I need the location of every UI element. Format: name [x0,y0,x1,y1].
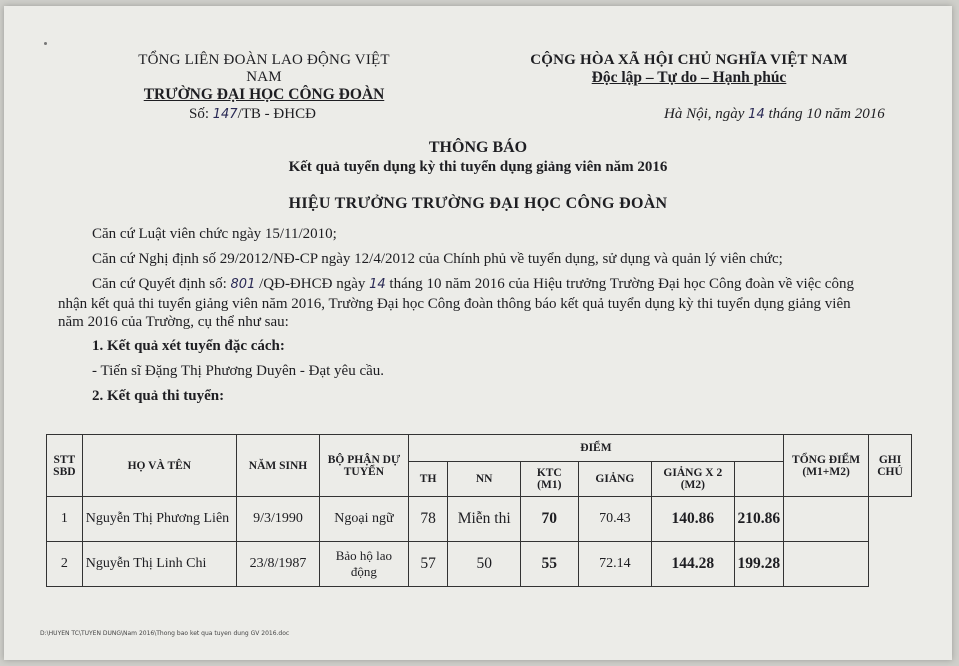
col-nn: NN [448,462,520,497]
col-birth: NĂM SINH [236,435,319,497]
document-sheet [4,6,952,660]
decision-text-a: Căn cứ Quyết định số: [92,276,231,292]
decision-text-b: /QĐ-ĐHCĐ ngày [255,276,370,292]
cell-note [784,497,869,542]
motto: Độc lập – Tự do – Hạnh phúc [591,69,787,86]
section1-item: - Tiến sĩ Đặng Thị Phương Duyên - Đạt yêu cầu. [92,363,385,379]
cell-nn: Miễn thi [448,497,520,542]
decision-number-handwritten: 801 [230,277,256,292]
nation-name: CỘNG HÒA XÃ HỘI CHỦ NGHĨA VIỆT NAM [530,52,848,68]
cell-giang: 72.14 [578,542,651,587]
col-dept: BỘ PHẬN DỰ TUYỂN [320,435,409,497]
cell-ktc: 55 [520,542,578,587]
cell-total: 210.86 [734,497,784,542]
cell-birth: 9/3/1990 [236,497,319,542]
col-score-group: ĐIỂM [408,435,783,462]
col-stt: STT SBD [47,435,83,497]
col-note: GHI CHÚ [869,435,912,497]
punch-dot [44,42,47,45]
col-name: HỌ VÀ TÊN [82,435,236,497]
decision-text-c: tháng 10 năm 2016 của Hiệu trưởng Trường Đại học Công đoàn về việc công [385,276,854,292]
number-suffix: /TB - ĐHCĐ [237,106,316,122]
table-header-row [47,435,912,462]
section1-heading: 1. Kết quả xét tuyển đặc cách: [92,338,285,354]
document-number [189,106,316,123]
table-row [47,497,912,542]
paragraph-decision [92,274,892,295]
authority-heading: HIỆU TRƯỞNG TRƯỜNG ĐẠI HỌC CÔNG ĐOÀN [288,195,668,212]
cell-nn: 50 [448,542,520,587]
cell-ktc: 70 [520,497,578,542]
header-left [124,52,404,104]
cell-note [784,542,869,587]
place-prefix: Hà Nội, ngày [664,106,749,122]
cell-dept: Bảo hộ lao động [320,542,409,587]
section2-heading: 2. Kết quả thi tuyển: [92,388,225,404]
paragraph-decision-line2: nhận kết quả thi tuyển giảng viên năm 2016, Trường Đại học Công đoàn thông báo kết quả tuyển dụng kỳ thi tuyển dụng giảng viên [58,296,851,312]
school-name: TRƯỜNG ĐẠI HỌC CÔNG ĐOÀN [143,86,385,103]
number-handwritten: 147 [212,107,238,122]
cell-name: Nguyễn Thị Linh Chi [82,542,236,587]
cell-th: 57 [408,542,448,587]
file-path-footer: D:\HUYEN TC\TUYEN DUNG\Nam 2016\Thong bao ket qua tuyen dung GV 2016.doc [40,630,290,637]
paragraph-decision-line3: năm 2016 của Trường, cụ thể như sau: [58,314,289,330]
header-right [524,52,854,87]
cell-total: 199.28 [734,542,784,587]
paragraph-decree: Căn cứ Nghị định số 29/2012/NĐ-CP ngày 12/4/2012 của Chính phủ về tuyển dụng, sử dụng và quản lý viên chức; [92,251,783,267]
col-giangx2: GIẢNG X 2 (M2) [652,462,734,497]
number-prefix: Số: [189,106,213,122]
col-ktc: KTC (M1) [520,462,578,497]
cell-stt: 1 [47,497,83,542]
place-date [664,106,885,123]
cell-giang: 70.43 [578,497,651,542]
col-th: TH [408,462,448,497]
cell-dept: Ngoại ngữ [320,497,409,542]
cell-giangx2: 144.28 [652,542,734,587]
results-table [46,434,912,587]
paragraph-law: Căn cứ Luật viên chức ngày 15/11/2010; [92,226,337,242]
col-giang: GIẢNG [578,462,651,497]
cell-stt: 2 [47,542,83,587]
cell-name: Nguyễn Thị Phương Liên [82,497,236,542]
cell-birth: 23/8/1987 [236,542,319,587]
document-title: THÔNG BÁO [428,139,528,156]
decision-day-handwritten: 14 [369,277,386,292]
col-total: TỔNG ĐIỂM (M1+M2) [784,435,869,497]
date-rest: tháng 10 năm 2016 [764,106,885,122]
table-row [47,542,912,587]
cell-giangx2: 140.86 [652,497,734,542]
org-name: TỔNG LIÊN ĐOÀN LAO ĐỘNG VIỆT NAM [138,52,390,85]
document-subtitle: Kết quả tuyển dụng kỳ thi tuyển dụng giảng viên năm 2016 [288,159,668,175]
day-handwritten: 14 [748,107,765,122]
cell-th: 78 [408,497,448,542]
